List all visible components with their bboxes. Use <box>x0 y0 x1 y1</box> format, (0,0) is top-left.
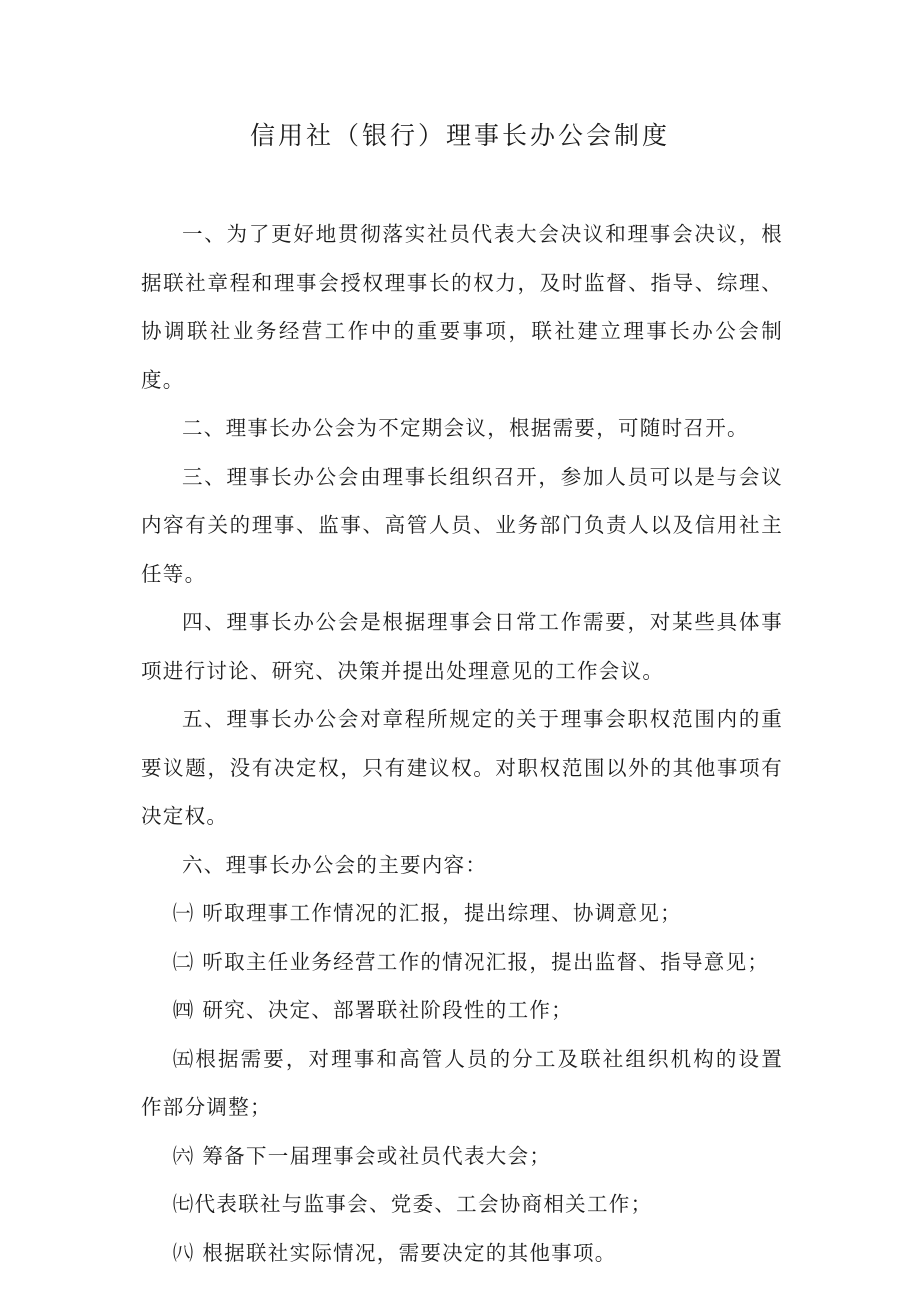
paragraph-4: 四、理事长办公会是根据理事会日常工作需要，对某些具体事项进行讨论、研究、决策并提出处理意见的工作会议。 <box>141 610 783 683</box>
paragraph-6: 六、理事长办公会的主要内容： <box>182 852 488 877</box>
list-item-1: ㈠ 听取理事工作情况的汇报，提出综理、协调意见； <box>172 901 682 925</box>
paragraph-5: 五、理事长办公会对章程所规定的关于理事会职权范围内的重要议题，没有决定权，只有建议权。对职权范围以外的其他事项有决定权。 <box>141 707 783 828</box>
paragraph-1: 一、为了更好地贯彻落实社员代表大会决议和理事会决议，根据联社章程和理事会授权理事长的权力，及时监督、指导、综理、协调联社业务经营工作中的重要事项，联社建立理事长办公会制度。 <box>141 222 783 392</box>
list-item-2: ㈡ 听取主任业务经营工作的情况汇报，提出监督、指导意见； <box>172 949 770 974</box>
list-item-5: ㈥ 筹备下一届理事会或社员代表大会； <box>172 1143 552 1168</box>
paragraph-2: 二、理事长办公会为不定期会议，根据需要，可随时召开。 <box>182 416 749 440</box>
list-item-3: ㈣ 研究、决定、部署联社阶段性的工作； <box>172 998 573 1022</box>
list-item-6: ㈦代表联社与监事会、党委、工会协商相关工作； <box>172 1192 653 1216</box>
document-title: 信用社（银行）理事长办公会制度 <box>249 121 670 150</box>
document-body <box>141 210 783 1277</box>
list-item-7: ㈧ 根据联社实际情况，需要决定的其他事项。 <box>172 1240 617 1265</box>
paragraph-3: 三、理事长办公会由理事长组织召开，参加人员可以是与会议内容有关的理事、监事、高管人员、业务部门负责人以及信用社主任等。 <box>141 464 783 586</box>
list-item-4: ㈤根据需要，对理事和高管人员的分工及联社组织机构的设置作部分调整； <box>141 1046 783 1119</box>
